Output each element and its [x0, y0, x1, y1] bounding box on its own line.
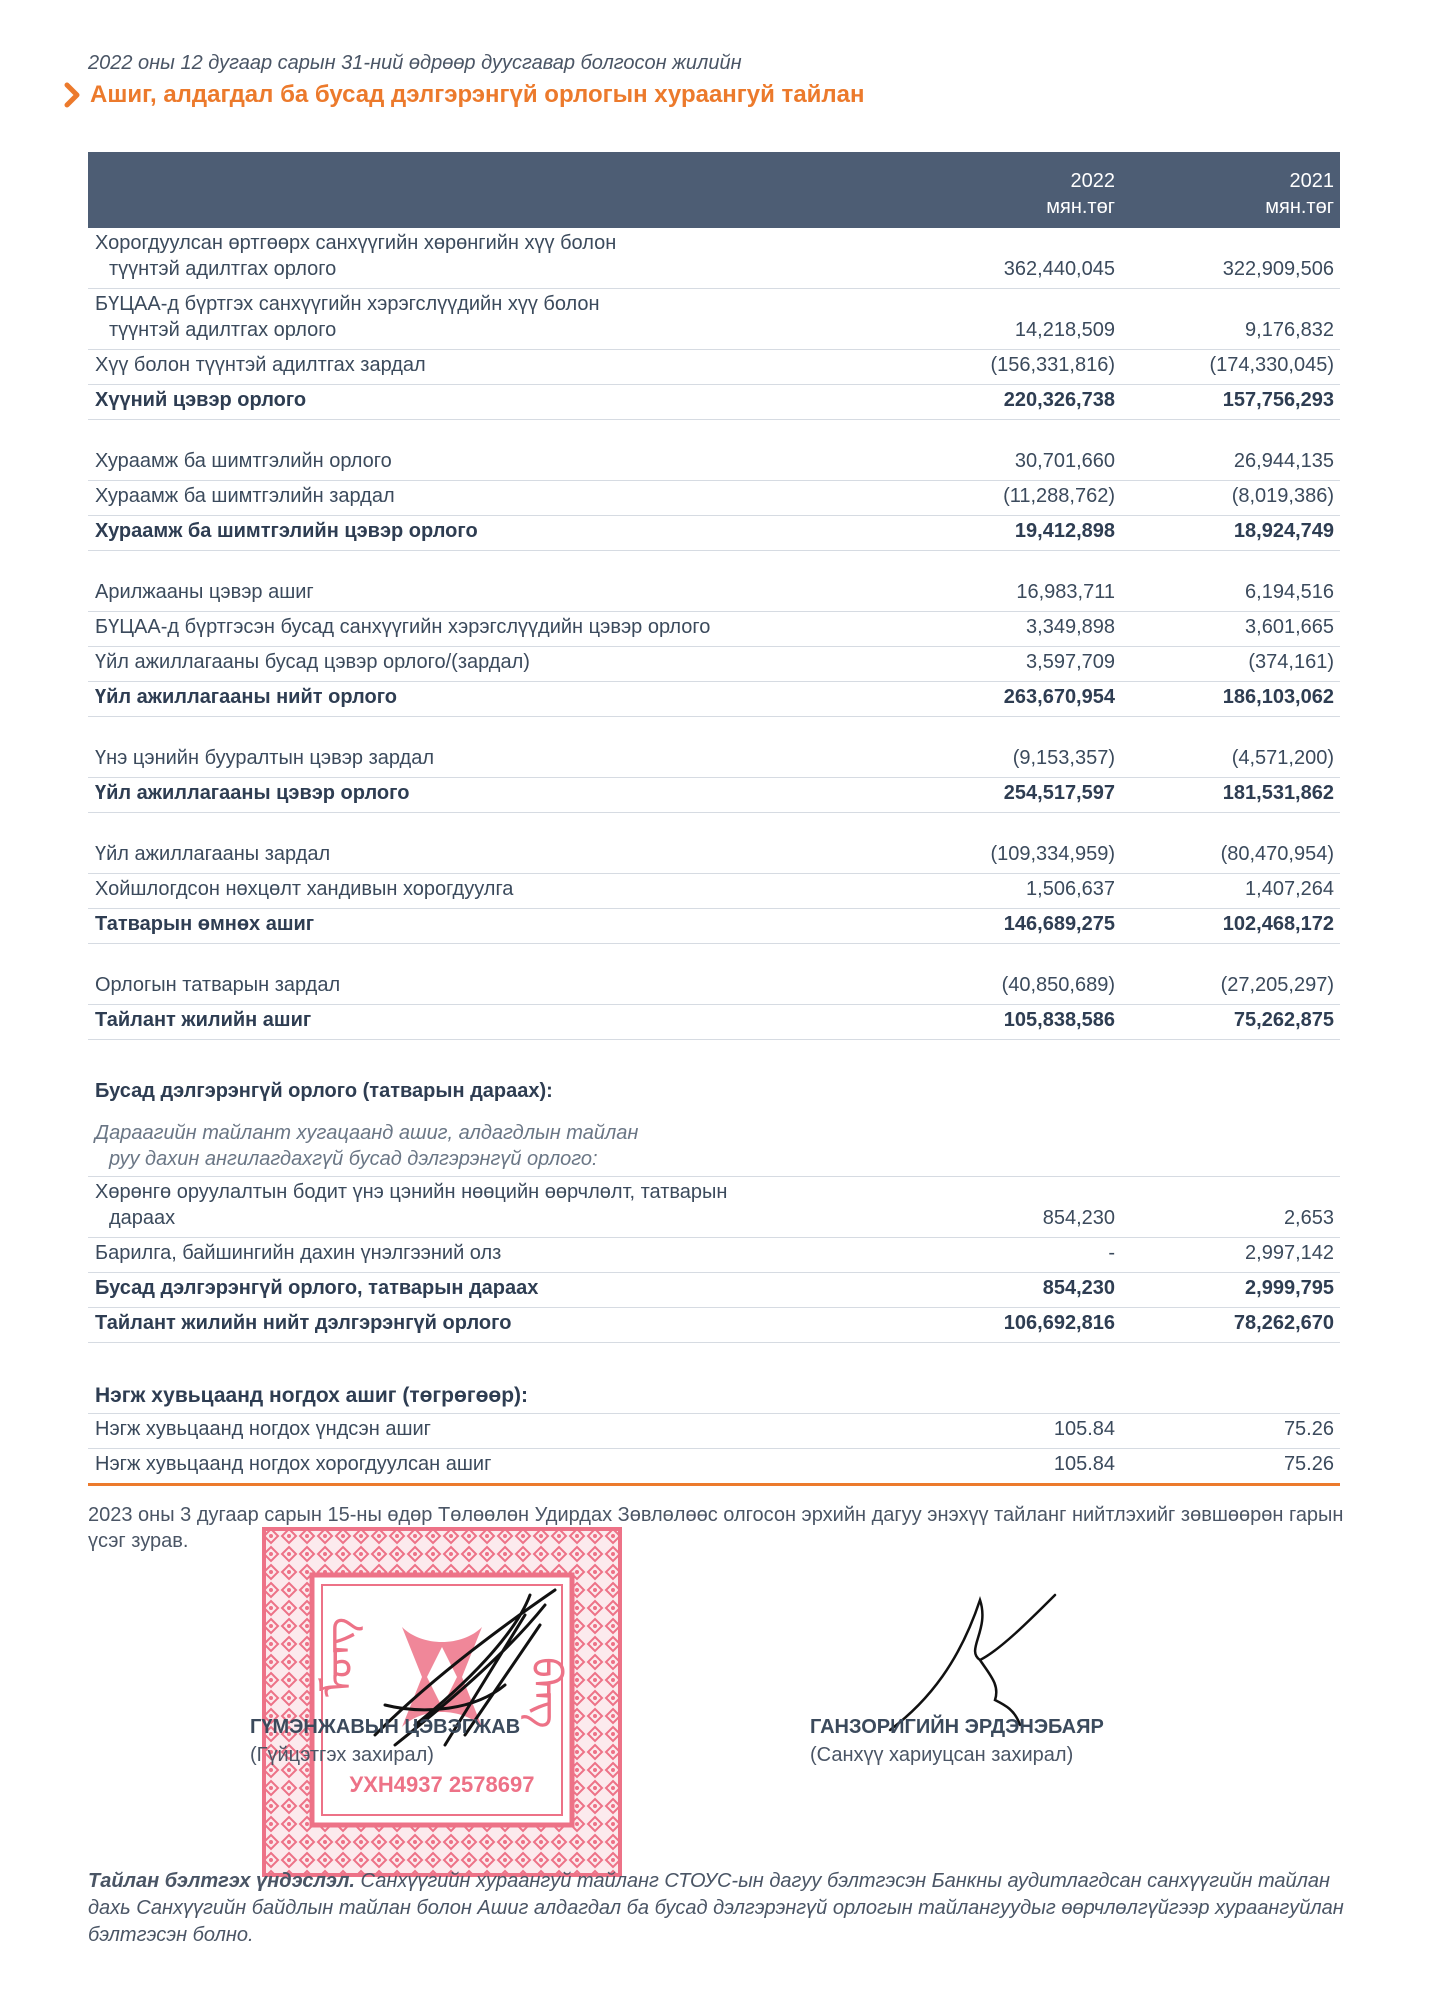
signer-name: ГАНЗОРИГИЙН ЭРДЭНЭБАЯР: [810, 1716, 1104, 1738]
table-row: Хөрөнгө оруулалтын бодит үнэ цэнийн нөөцийн өөрчлөлт, татварын дараах 854,230 2,653: [88, 1177, 1340, 1238]
table-row: Хойшлогдсон нөхцөлт хандивын хорогдуулга 1,506,637 1,407,264: [88, 874, 1340, 909]
signer-role: (Санхүү хариуцсан захирал): [810, 1744, 1074, 1766]
table-row: Хураамж ба шимтгэлийн зардал (11,288,762) (8,019,386): [88, 481, 1340, 516]
column-header-2022: 2022 мян.төг: [1046, 170, 1115, 218]
table-row: БҮЦАА-д бүртгэсэн бусад санхүүгийн хэрэгслүүдийн цэвэр орлого 3,349,898 3,601,665: [88, 612, 1340, 647]
subtotal-row: Хүүний цэвэр орлого 220,326,738 157,756,293: [88, 385, 1340, 420]
section-heading: Нэгж хувьцаанд ногдох ашиг (төгрөгөөр):: [88, 1369, 1340, 1414]
report-title: Ашиг, алдагдал ба бусад дэлгэрэнгүй орлогын хураангуй тайлан: [90, 81, 865, 108]
table-row: БҮЦАА-д бүртгэх санхүүгийн хэрэгслүүдийн хүү болон түүнтэй адилтгах орлого 14,218,509 9,176,832: [88, 289, 1340, 350]
table-row: Нэгж хувьцаанд ногдох үндсэн ашиг 105.84 75.26: [88, 1414, 1340, 1449]
income-statement-table: [88, 152, 1340, 1486]
table-row: Орлогын татварын зардал (40,850,689) (27,205,297): [88, 970, 1340, 1005]
basis-lead: Тайлан бэлтгэх үндэслэл.: [88, 1870, 355, 1892]
preparation-basis-note: [88, 1868, 1350, 1949]
column-header-2021: 2021 мян.төг: [1265, 170, 1334, 218]
signer-cfo: [810, 1713, 1104, 1769]
subtotal-row: Үйл ажиллагааны цэвэр орлого 254,517,597 181,531,862: [88, 778, 1340, 813]
subtotal-row: Бусад дэлгэрэнгүй орлого, татварын дараах 854,230 2,999,795: [88, 1273, 1340, 1308]
table-row: Хорогдуулсан өртгөөрх санхүүгийн хөрөнгийн хүү болон түүнтэй адилтгах орлого 362,440,045 322,909,506: [88, 228, 1340, 289]
chevron-right-icon: [62, 80, 84, 110]
basis-text: Санхүүгийн хураангуй тайланг СТОУС-ын дагуу бэлтгэсэн Банкны аудитлагдсан санхүүгийн тайлан дахь Санхүүгийн байдлын тайлан болон Ашиг алдагдал ба бусад дэлгэрэнгүй орлогын тайлангуудыг өөрчлөлгүйгээр хураангуйлан бэлтгэсэн болно.: [88, 1870, 1344, 1946]
signer-ceo: [250, 1713, 520, 1769]
total-row: Тайлант жилийн нийт дэлгэрэнгүй орлого 106,692,816 78,262,670: [88, 1308, 1340, 1343]
section-subheading: Дараагийн тайлант хугацаанд ашиг, алдагдлын тайлан руу дахин ангилагдахгүй бусад дэлгэрэнгүй орлого:: [88, 1106, 1340, 1177]
table-row: Арилжааны цэвэр ашиг 16,983,711 6,194,516: [88, 577, 1340, 612]
table-row: Үйл ажиллагааны зардал (109,334,959) (80,470,954): [88, 839, 1340, 874]
svg-text:УХН4937 2578697: УХН4937 2578697: [349, 1772, 535, 1797]
table-row: Үйл ажиллагааны бусад цэвэр орлого/(зардал) 3,597,709 (374,161): [88, 647, 1340, 682]
table-row: Хүү болон түүнтэй адилтгах зардал (156,331,816) (174,330,045): [88, 350, 1340, 385]
title-row: [62, 80, 865, 110]
table-row: Барилга, байшингийн дахин үнэлгээний олз - 2,997,142: [88, 1238, 1340, 1273]
subtotal-row: Хураамж ба шимтгэлийн цэвэр орлого 19,412,898 18,924,749: [88, 516, 1340, 551]
table-row: Хураамж ба шимтгэлийн орлого 30,701,660 26,944,135: [88, 446, 1340, 481]
table-header: [88, 152, 1340, 228]
table-row: Нэгж хувьцаанд ногдох хорогдуулсан ашиг 105.84 75.26: [88, 1449, 1340, 1486]
svg-text:ᠮᠣᠩ: ᠮᠣᠩ: [313, 1616, 362, 1697]
report-period-subtitle: 2022 оны 12 дугаар сарын 31-ний өдрөөр дуусгавар болгосон жилийн: [88, 52, 742, 74]
section-heading: Бусад дэлгэрэнгүй орлого (татварын дараах):: [95, 1080, 553, 1102]
svg-text:ᠪᠠᠩ: ᠪᠠᠩ: [522, 1657, 571, 1729]
signer-role: (Гүйцэтгэх захирал): [250, 1744, 434, 1766]
subtotal-row: Тайлант жилийн ашиг 105,838,586 75,262,875: [88, 1005, 1340, 1040]
table-row: Үнэ цэнийн бууралтын цэвэр зардал (9,153,357) (4,571,200): [88, 743, 1340, 778]
approval-statement: 2023 оны 3 дугаар сарын 15-ны өдөр Төлөөлөн Удирдах Зөвлөлөөс олгосон эрхийн дагуу энэхүү тайланг нийтлэхийг зөвшөөрөн гарын үсэг зурав.: [88, 1504, 1344, 1552]
subtotal-row: Татварын өмнөх ашиг 146,689,275 102,468,172: [88, 909, 1340, 944]
subtotal-row: Үйл ажиллагааны нийт орлого 263,670,954 186,103,062: [88, 682, 1340, 717]
signer-name: ГҮМЭНЖАВЫН ЦЭВЭГЖАВ: [250, 1716, 521, 1738]
